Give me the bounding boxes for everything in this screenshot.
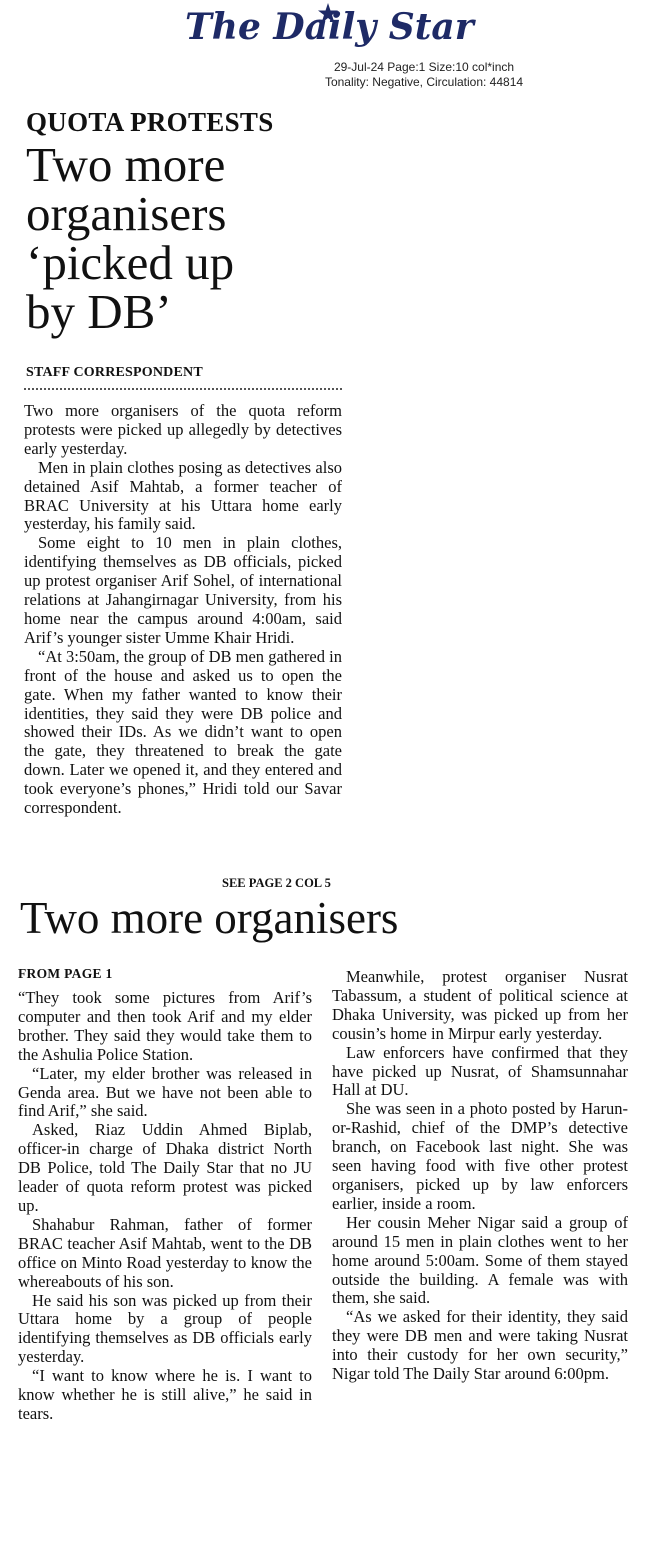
dotted-divider <box>24 388 342 390</box>
paragraph: Two more organisers of the quota reform protests were picked up allegedly by detectives early yesterday. <box>24 401 342 458</box>
kicker: QUOTA PROTESTS <box>26 107 274 137</box>
paragraph: Asked, Riaz Uddin Ahmed Biplab, officer-in charge of Dhaka district North DB Police, told The Daily Star that no JU leader of quota reform protest was picked up. <box>18 1120 312 1215</box>
paragraph: Men in plain clothes posing as detectives also detained Asif Mahtab, a former teacher of BRAC University at his Uttara home early yesterday, his family said. <box>24 457 342 534</box>
newspaper-logo <box>160 2 480 56</box>
headline-line: by DB’ <box>26 284 172 339</box>
headline-line: ‘picked up <box>26 235 235 290</box>
paragraph: “Later, my elder brother was released in Genda area. But we have not been able to find Arif,” she said. <box>18 1063 312 1121</box>
paragraph: He said his son was picked up from their Uttara home by a group of people identifying themselves as DB officials early yesterday. <box>18 1290 312 1367</box>
paragraph: Meanwhile, protest organiser Nusrat Tabassum, a student of political science at Dhaka University, was picked up from her cousin’s home in Mirpur early yesterday. <box>332 967 628 1043</box>
paragraph: Some eight to 10 men in plain clothes, identifying themselves as DB officials, picked up protest organiser Arif Sohel, of international relations at Jahangirnagar University, from his home near the campus around 4:00am, said Arif’s younger sister Umme Khair Hridi. <box>24 533 342 647</box>
paragraph: She was seen in a photo posted by Harun-or-Rashid, chief of the DMP’s detective branch, on Facebook last night. She was seen having food with five other protest organisers, picked up by law enforcers earlier, inside a room. <box>332 1099 628 1213</box>
jump-line: SEE PAGE 2 COL 5 <box>222 876 331 890</box>
headline <box>26 137 346 339</box>
continuation-headline: Two more organisers <box>20 893 399 943</box>
clipping-meta-line: Tonality: Negative, Circulation: 44814 <box>324 75 524 89</box>
paragraph: Her cousin Meher Nigar said a group of around 15 men in plain clothes went to her home around 5:00am. Some of them stayed outside the building. A female was with them, she said. <box>332 1212 628 1308</box>
article-body <box>24 402 342 818</box>
paragraph: Shahabur Rahman, father of former BRAC teacher Asif Mahtab, went to the DB office on Minto Road yesterday to know the whereabouts of his son. <box>18 1214 312 1291</box>
headline-line: Two more <box>26 137 226 192</box>
continuation-column-right <box>332 968 628 1384</box>
paragraph: “As we asked for their identity, they said they were DB men and were taking Nusrat into their custody for her own security,” Nigar told The Daily Star around 6:00pm. <box>332 1307 628 1384</box>
clipping-meta-line: 29-Jul-24 Page:1 Size:10 col*inch <box>333 60 515 74</box>
paragraph: “They took some pictures from Arif’s computer and then took Arif and my elder brother. They said they would take them to the Ashulia Police Station. <box>18 988 312 1064</box>
paragraph: “I want to know where he is. I want to know whether he is still alive,” he said in tears. <box>18 1366 312 1423</box>
byline: STAFF CORRESPONDENT <box>26 365 203 380</box>
paragraph: Law enforcers have confirmed that they have picked up Nusrat, of Shamsunnahar Hall at DU. <box>332 1042 628 1100</box>
from-page-label: FROM PAGE 1 <box>18 966 113 981</box>
continuation-column-left <box>18 989 312 1424</box>
paragraph: “At 3:50am, the group of DB men gathered in front of the house and asked us to open the gate. When my father wanted to know their identities, they said they were DB police and showed their IDs. As we didn’t want to open the gate, they threatened to break the gate down. Later we opened it, and they entered and took everyone’s phones,” Hridi told our Savar correspondent. <box>24 646 342 818</box>
headline-line: organisers <box>26 186 227 241</box>
logo-text: The Daily Star <box>185 6 474 48</box>
